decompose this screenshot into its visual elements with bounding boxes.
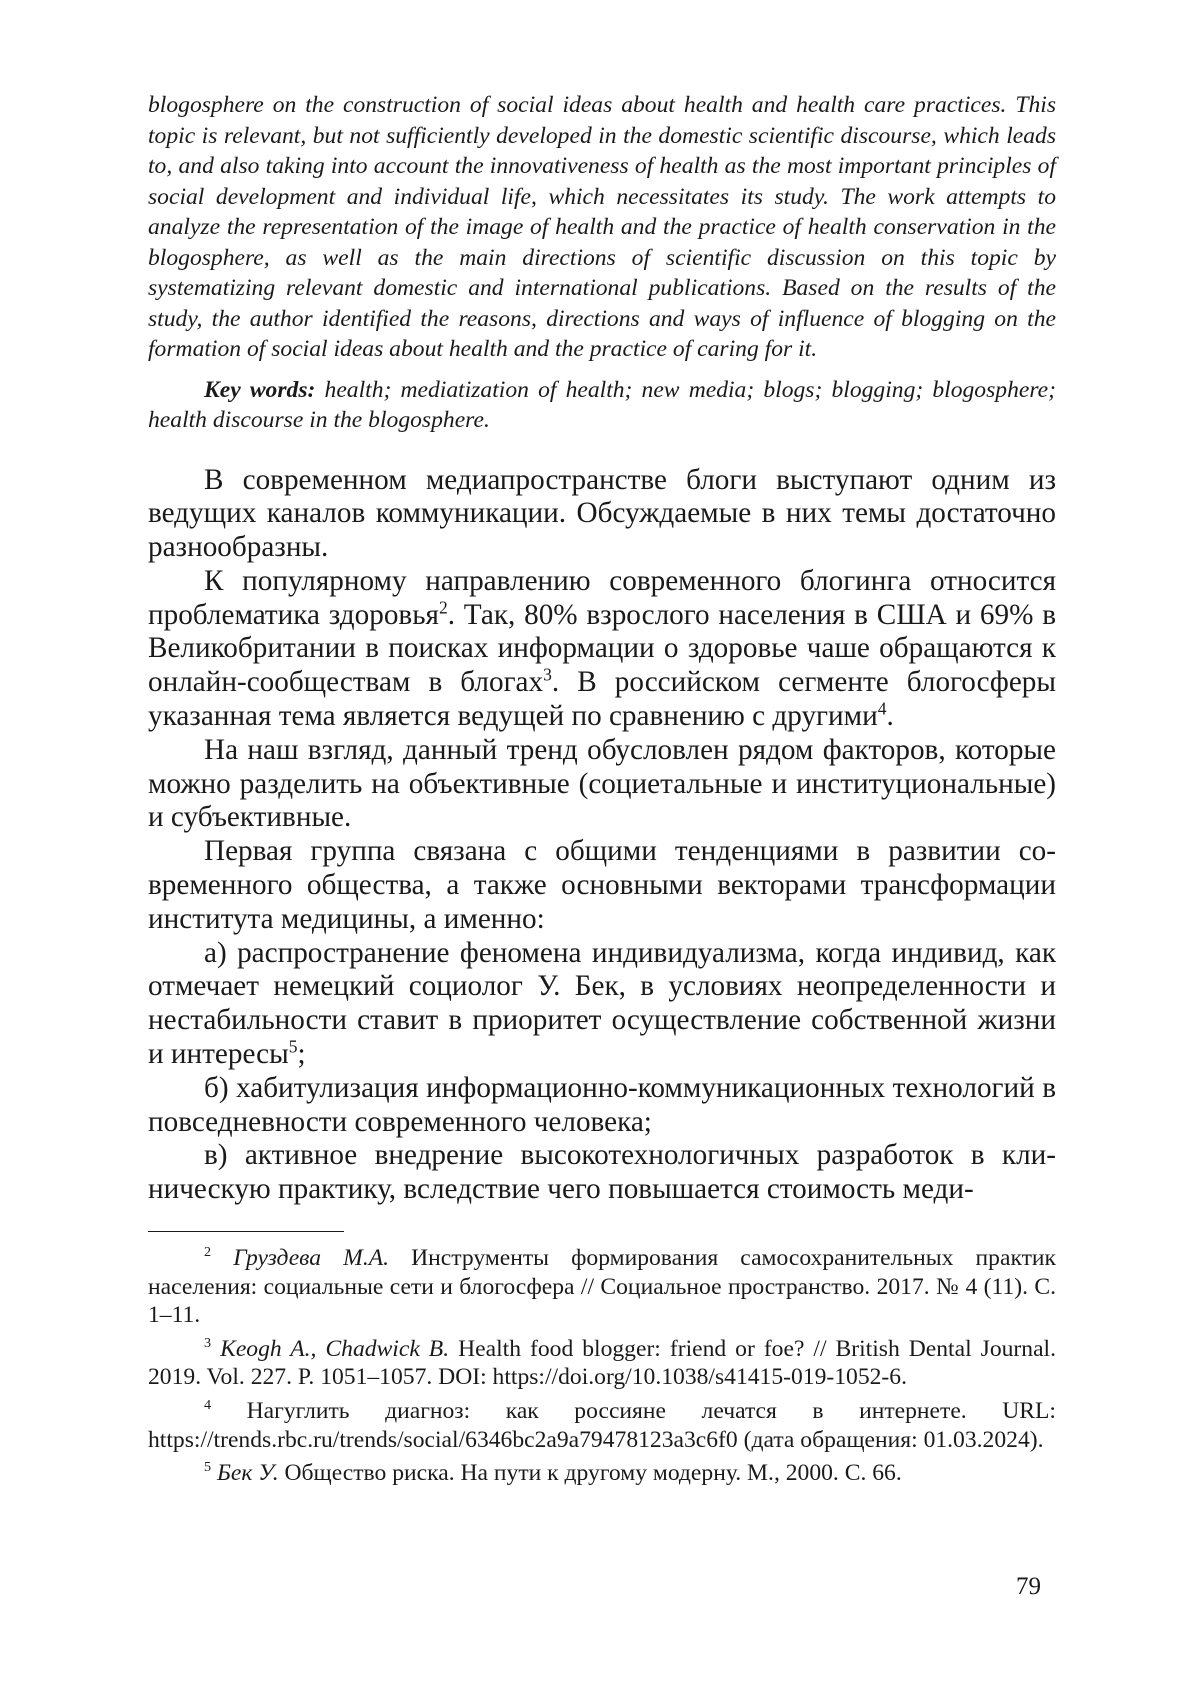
paragraph-2: К популярному направлению современного блогинга относит­ся проблематика здоровья2. Так, 80% взрослого населения в США и 69% в Великобритании в поисках информации о здоровье чаше обращаются к онлайн-сообществам в блогах3. В российском сег­менте блогосферы указанная тема является ведущей по сравнению с другими4. xyxy=(148,565,1056,734)
footnote-author: Keogh A., Chadwick B. xyxy=(220,1336,449,1362)
footnotes xyxy=(148,1244,1056,1488)
list-item-c: в) активное внедрение высокотехнологичных разработок в кли­ническую практику, вследствие чего повышается стоимость меди- xyxy=(148,1139,1056,1207)
paragraph-3: На наш взгляд, данный тренд обусловлен рядом факторов, ко­торые можно разделить на объективные (социетальные и институ­циональные) и субъективные. xyxy=(148,734,1056,835)
keywords xyxy=(148,375,1056,436)
footnote-ref-5[interactable]: 5 xyxy=(289,1036,298,1056)
abstract-text: blogosphere on the construction of social ideas about health and health care practices. This topic is relevant, but not sufficiently developed in the domestic scientific discourse, which leads to, and also taking into account the innovativeness of health as the most important principles of social development and individual life, which necessitates its study. The work attempts to analyze the representation of the image of health and the practice of health conservation in the blogosphere, as well as the main directions of scientific discussion on this topic by systematizing relevant domestic and international publications. Based on the results of the study, the author identified the reasons, direc­tions and ways of influence of blogging on the formation of social ideas about health and the practice of caring for it. xyxy=(148,90,1056,365)
footnote-divider xyxy=(148,1231,344,1232)
paragraph-1: В современном медиапространстве блоги выступают одним из ведущих каналов коммуникации. Обсуждаемые в них темы доста­точно разнообразны. xyxy=(148,464,1056,565)
footnote-5: 5 Бек У. Общество риска. На пути к другому модерну. М., 2000. С. 66. xyxy=(148,1459,1056,1488)
body-text xyxy=(148,464,1056,1208)
footnote-2: 2 Груздева М.А. Инструменты формирования самосохранительных практик населения: социальные сети и блогосфера // Социальное пространство. 2017. № 4 (11). С. 1–11. xyxy=(148,1244,1056,1330)
list-item-b: б) хабитулизация информационно-коммуникационных техно­логий в повседневности современного человека; xyxy=(148,1072,1056,1140)
footnote-4: 4 Нагуглить диагноз: как россияне лечатся в интернете. URL: https://trends.rbc.ru/trends/social/6346bc2a9a79478123a3c6f0 (дата обращения: 01.03.2024). xyxy=(148,1397,1056,1454)
paragraph-4: Первая группа связана с общими тенденциями в развитии со­временного общества, а также основными векторами трансформа­ции института медицины, а именно: xyxy=(148,835,1056,936)
keywords-text: health; mediatization of health; new media; blogs; blogging; blogo­sphere; health discourse in the blogosphere. xyxy=(148,377,1056,434)
page-number: 79 xyxy=(1016,1573,1041,1601)
footnote-3: 3 Keogh A., Chadwick B. Health food blogger: friend or foe? // British Dental Journal. 2019. Vol. 227. P. 1051–1057. DOI: https://doi.org/10.1038/s41415-019-1052-6. xyxy=(148,1335,1056,1392)
footnote-ref-2[interactable]: 2 xyxy=(439,597,448,617)
page-content xyxy=(148,90,1056,1493)
list-item-a: а) распространение феномена индивидуализма, когда индивид, как отмечает немецкий социолог У. Бек, в условиях неопределенно­сти и нестабильности ставит в приоритет осуществление собствен­ной жизни и интересы5; xyxy=(148,937,1056,1072)
footnote-author: Бек У. xyxy=(217,1460,279,1486)
footnote-ref-4[interactable]: 4 xyxy=(878,698,887,718)
footnote-ref-3[interactable]: 3 xyxy=(543,665,552,685)
footnote-author: Груздева М.А. xyxy=(233,1245,389,1271)
keywords-label: Key words: xyxy=(204,377,315,403)
